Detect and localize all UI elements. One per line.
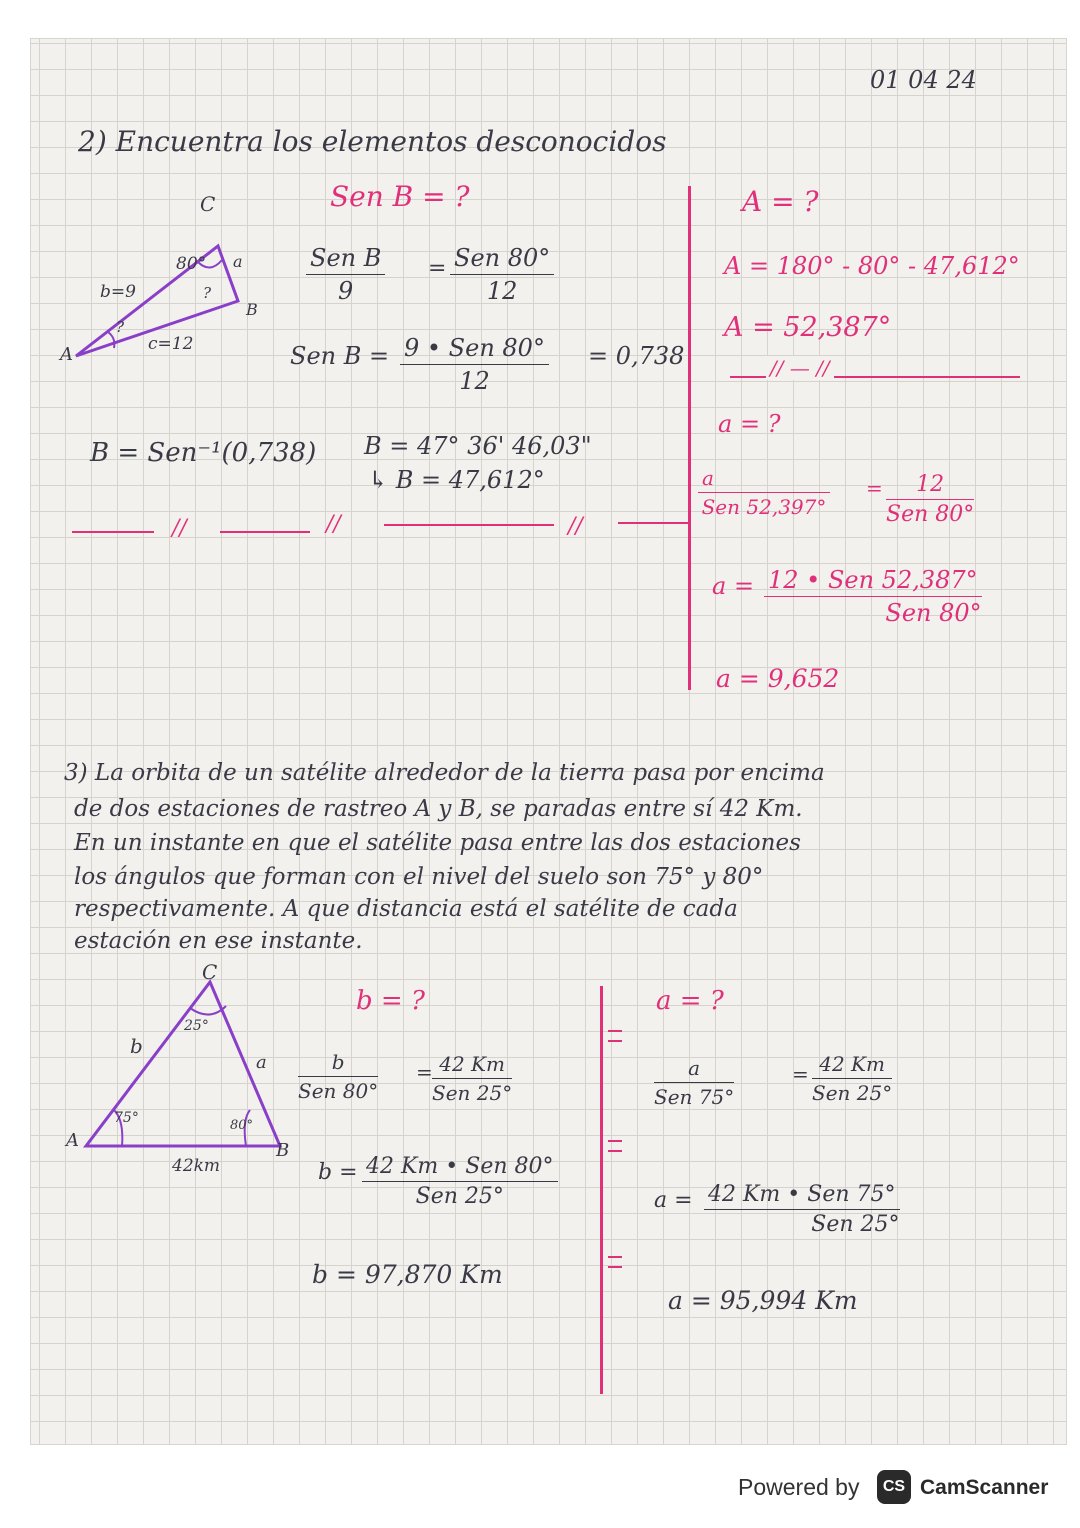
b-frac-right-3 bbox=[432, 1052, 512, 1105]
separator-line-2b bbox=[220, 531, 310, 533]
separator-line-2c bbox=[384, 524, 554, 526]
b-equals-3: = bbox=[416, 1060, 433, 1084]
a-frac-right-2 bbox=[886, 472, 974, 527]
angle-B-dms: B = 47° 36' 46,03" bbox=[364, 432, 592, 460]
a-result-3: a = 95,994 Km bbox=[668, 1286, 858, 1315]
vertex-C-3: C bbox=[202, 960, 218, 984]
senB-step2-lhs: Sen B = bbox=[290, 342, 390, 370]
a-frac-left-num-3: a bbox=[654, 1056, 734, 1083]
senB-frac-left-num: Sen B bbox=[306, 244, 385, 275]
separator-mark-2: // bbox=[326, 512, 341, 537]
senB-step2-result: = 0,738 bbox=[588, 342, 685, 370]
a-step2-frac-2 bbox=[764, 566, 982, 627]
a-result-2: a = 9,652 bbox=[716, 664, 840, 693]
senB-frac-left bbox=[306, 244, 385, 305]
side-a-3: a bbox=[256, 1052, 267, 1073]
triangle-diagram-3 bbox=[70, 960, 310, 1160]
senB-step2-num: 9 • Sen 80° bbox=[400, 334, 549, 365]
separator-mark-3: // bbox=[568, 514, 583, 539]
b-step2-num-3: 42 Km • Sen 80° bbox=[362, 1154, 558, 1182]
a-frac-left-den-2: Sen 52,397° bbox=[701, 495, 827, 519]
divider-tick-2 bbox=[608, 1040, 622, 1042]
angle-A-3: 75° bbox=[114, 1110, 139, 1126]
b-frac-left-3 bbox=[298, 1050, 378, 1103]
date: 01 04 24 bbox=[870, 66, 977, 94]
senB-frac-right bbox=[450, 244, 554, 305]
divider-tick-4 bbox=[608, 1150, 622, 1152]
A-heading: A = ? bbox=[742, 185, 819, 218]
senB-heading: Sen B = ? bbox=[330, 180, 470, 213]
senB-step2-den: 12 bbox=[459, 367, 490, 395]
problem-3-line-3: En un instante en que el satélite pasa entre las dos estaciones bbox=[74, 830, 801, 856]
a-frac-left-2 bbox=[698, 466, 830, 519]
side-b-3: b bbox=[130, 1034, 143, 1058]
a-frac-right-den-3: Sen 25° bbox=[812, 1081, 893, 1105]
senB-frac-right-den: 12 bbox=[486, 277, 518, 305]
angle-C-2: 80° bbox=[176, 254, 207, 274]
divider-tick-3 bbox=[608, 1140, 622, 1142]
a-heading-2: a = ? bbox=[718, 410, 781, 438]
vertex-A-3: A bbox=[66, 1130, 79, 1151]
problem-3-line-5: respectivamente. A que distancia está el satélite de cada bbox=[74, 896, 738, 922]
b-result-3: b = 97,870 Km bbox=[312, 1260, 503, 1289]
angle-C-3: 25° bbox=[184, 1018, 209, 1034]
b-frac-right-num-3: 42 Km bbox=[432, 1052, 512, 1079]
separator-line-2 bbox=[72, 531, 154, 533]
side-b-2: b=9 bbox=[100, 282, 136, 302]
vertex-B-2: B bbox=[246, 300, 258, 319]
a-step2-den-2: Sen 80° bbox=[885, 599, 982, 627]
inverse-sine: B = Sen⁻¹(0,738) bbox=[90, 438, 317, 468]
problem-3-line-1: 3) La orbita de un satélite alrededor de la tierra pasa por encima bbox=[64, 760, 825, 786]
problem-3-line-6: estación en ese instante. bbox=[74, 928, 363, 954]
problem-2-title: 2) Encuentra los elementos desconocidos bbox=[78, 125, 667, 158]
A-result: A = 52,387° bbox=[724, 312, 892, 343]
camscanner-brand: CamScanner bbox=[920, 1476, 1049, 1499]
vertical-divider-2 bbox=[688, 186, 691, 690]
separator-mark-1: // bbox=[172, 516, 187, 541]
b-step2-lhs-3: b = bbox=[318, 1160, 358, 1185]
angle-B-3: 80° bbox=[230, 1118, 254, 1133]
a-frac-left-den-3: Sen 75° bbox=[654, 1085, 735, 1109]
senB-frac-right-num: Sen 80° bbox=[450, 244, 554, 275]
problem-3-line-4: los ángulos que forman con el nivel del suelo son 75° y 80° bbox=[74, 864, 764, 890]
b-frac-right-den-3: Sen 25° bbox=[432, 1081, 513, 1105]
a-heading-3: a = ? bbox=[656, 986, 724, 1016]
a-equals-3: = bbox=[792, 1062, 809, 1086]
problem-3-line-2: de dos estaciones de rastreo A y B, se paradas entre sí 42 Km. bbox=[74, 796, 803, 822]
a-step2-lhs-2: a = bbox=[712, 572, 755, 600]
senB-step2-frac bbox=[400, 334, 549, 395]
a-equals-2: = bbox=[866, 476, 883, 500]
b-frac-left-den-3: Sen 80° bbox=[298, 1079, 379, 1103]
a-step2-num-3: 42 Km • Sen 75° bbox=[704, 1182, 900, 1210]
divider-tick-5 bbox=[608, 1256, 622, 1258]
vertex-C-2: C bbox=[200, 192, 216, 216]
angle-A-unknown-2: ? bbox=[116, 318, 125, 336]
vertex-A-2: A bbox=[60, 344, 73, 365]
side-a-2: a bbox=[233, 252, 243, 271]
angle-B-decimal: ↳ B = 47,612° bbox=[368, 466, 545, 494]
separator-line-2d bbox=[618, 522, 688, 524]
divider-tick-6 bbox=[608, 1266, 622, 1268]
divider-tick-1 bbox=[608, 1030, 622, 1032]
a-step2-den-3: Sen 25° bbox=[811, 1212, 900, 1237]
b-step2-den-3: Sen 25° bbox=[415, 1184, 504, 1209]
a-frac-right-num-2: 12 bbox=[886, 472, 974, 500]
a-frac-left-num-2: a bbox=[698, 466, 830, 493]
A-separator-marks: // — // bbox=[766, 356, 834, 380]
side-c-2: c=12 bbox=[148, 334, 194, 354]
a-frac-right-3 bbox=[812, 1052, 892, 1105]
vertical-divider-3 bbox=[600, 986, 603, 1394]
powered-by-text: Powered by bbox=[738, 1474, 860, 1500]
vertex-B-3: B bbox=[276, 1140, 290, 1161]
a-frac-left-3 bbox=[654, 1056, 734, 1109]
side-c-3: 42km bbox=[172, 1156, 221, 1176]
b-frac-left-num-3: b bbox=[298, 1050, 378, 1077]
a-step2-lhs-3: a = bbox=[654, 1188, 693, 1213]
a-frac-right-den-2: Sen 80° bbox=[886, 502, 975, 527]
a-frac-right-num-3: 42 Km bbox=[812, 1052, 892, 1079]
a-step2-num-2: 12 • Sen 52,387° bbox=[764, 566, 982, 597]
b-heading-3: b = ? bbox=[356, 986, 425, 1016]
angle-B-unknown-2: ? bbox=[203, 284, 212, 302]
camscanner-logo-icon: CS bbox=[877, 1470, 911, 1504]
b-step2-frac-3 bbox=[362, 1154, 558, 1209]
A-step1: A = 180° - 80° - 47,612° bbox=[724, 252, 1020, 280]
a-step2-frac-3 bbox=[704, 1182, 900, 1237]
senB-equals: = bbox=[428, 256, 447, 281]
senB-frac-left-den: 9 bbox=[338, 277, 354, 305]
